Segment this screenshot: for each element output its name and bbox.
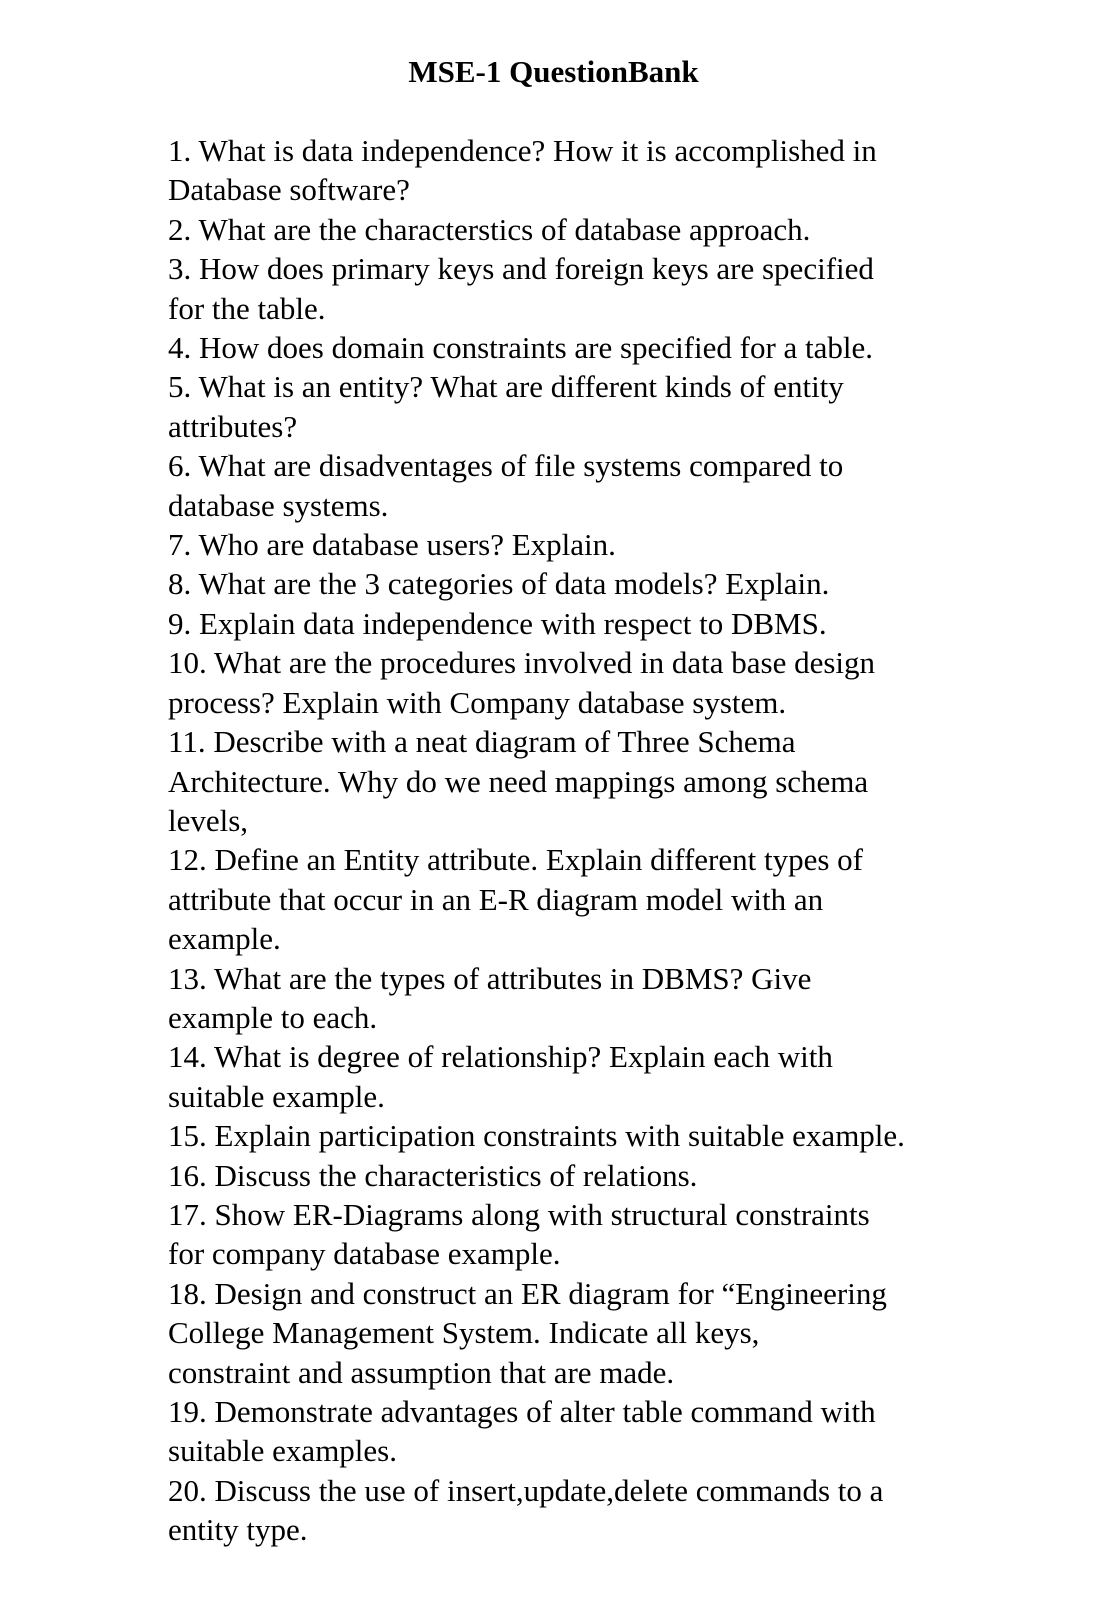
question-line: Discuss the use of insert,update,delete commands to a (214, 1472, 884, 1508)
question-number: 10. (168, 645, 207, 681)
question-text (168, 210, 978, 249)
question-item (168, 1195, 978, 1274)
question-item (168, 1274, 978, 1392)
question-line: entity type. (168, 1512, 308, 1548)
question-number: 8. (168, 566, 192, 602)
page-title: MSE-1 QuestionBank (408, 54, 699, 89)
question-line: suitable examples. (168, 1433, 397, 1469)
question-text (168, 446, 978, 485)
question-number: 20. (168, 1472, 207, 1508)
question-line: Show ER-Diagrams along with structural constraints (214, 1196, 870, 1232)
question-text (168, 604, 978, 643)
question-line: process? Explain with Company database system. (168, 684, 787, 720)
question-line: example to each. (168, 999, 378, 1035)
question-line: constraint and assumption that are made. (168, 1354, 675, 1390)
question-line: College Management System. Indicate all keys, (168, 1315, 760, 1351)
question-text (168, 1037, 978, 1076)
question-line: Database software? (168, 172, 410, 208)
question-item (168, 249, 978, 328)
question-number: 1. (168, 133, 192, 168)
question-text (168, 722, 978, 761)
question-line: attributes? (168, 408, 298, 444)
question-text-continued (168, 762, 978, 801)
question-line: for company database example. (168, 1236, 561, 1272)
question-text-continued (168, 1510, 978, 1549)
question-item (168, 1116, 978, 1155)
question-text-continued (168, 880, 978, 919)
question-item (168, 367, 978, 446)
question-line: database systems. (168, 487, 389, 523)
question-item (168, 1037, 978, 1116)
question-text (168, 840, 978, 879)
question-text (168, 1116, 978, 1155)
question-text (168, 1471, 978, 1510)
question-text-continued (168, 486, 978, 525)
question-text-continued (168, 998, 978, 1037)
question-text (168, 525, 978, 564)
question-line: Explain data independence with respect to DBMS. (199, 605, 827, 641)
question-text-continued (168, 1077, 978, 1116)
question-item (168, 840, 978, 958)
question-number: 5. (168, 369, 192, 405)
question-line: What is degree of relationship? Explain each with (213, 1039, 833, 1075)
question-line: What are the characterstics of database approach. (198, 211, 811, 247)
question-text-continued (168, 1234, 978, 1273)
question-line: What are the procedures involved in data base design (213, 645, 876, 681)
question-item (168, 328, 978, 367)
question-item (168, 722, 978, 840)
question-text (168, 1156, 978, 1195)
question-line: Demonstrate advantages of alter table command with (214, 1394, 876, 1429)
question-item (168, 131, 978, 210)
question-line: Explain participation constraints with suitable example. (214, 1118, 905, 1154)
question-text (168, 643, 978, 682)
question-line: Discuss the characteristics of relations. (214, 1157, 698, 1193)
question-number: 12. (168, 842, 207, 878)
question-item (168, 1392, 978, 1471)
question-line: What is data independence? How it is accomplished in (198, 133, 877, 168)
question-number: 3. (168, 251, 192, 287)
question-item (168, 643, 978, 722)
question-line: What are disadventages of file systems compared to (198, 448, 844, 484)
question-item (168, 1471, 978, 1550)
question-text-continued (168, 1431, 978, 1470)
question-text-continued (168, 170, 978, 209)
question-item (168, 564, 978, 603)
question-line: What is an entity? What are different kinds of entity (198, 369, 844, 405)
question-text-continued (168, 801, 978, 840)
question-line: What are the types of attributes in DBMS? Give (213, 960, 812, 996)
question-text-continued (168, 407, 978, 446)
question-item (168, 1156, 978, 1195)
question-number: 7. (168, 527, 192, 563)
question-line: Who are database users? Explain. (198, 527, 616, 563)
question-number: 17. (168, 1196, 207, 1232)
question-text (168, 367, 978, 406)
question-number: 6. (168, 448, 192, 484)
question-text (168, 249, 978, 288)
question-text (168, 959, 978, 998)
question-text (168, 1392, 978, 1431)
question-text (168, 1274, 978, 1313)
question-number: 4. (168, 330, 192, 366)
question-line: example. (168, 921, 281, 957)
question-line: How does domain constraints are specified for a table. (199, 330, 874, 366)
question-number: 13. (168, 960, 207, 996)
question-item (168, 446, 978, 525)
question-text-continued (168, 1313, 978, 1352)
question-item (168, 525, 978, 564)
question-text (168, 131, 978, 170)
question-number: 2. (168, 211, 192, 247)
question-item (168, 604, 978, 643)
question-text-continued (168, 683, 978, 722)
question-number: 15. (168, 1118, 207, 1154)
question-line: How does primary keys and foreign keys are specified (199, 251, 874, 287)
question-text (168, 1195, 978, 1234)
question-line: Describe with a neat diagram of Three Schema (213, 724, 796, 760)
question-number: 16. (168, 1157, 207, 1193)
question-line: Architecture. Why do we need mappings among schema (168, 763, 869, 799)
question-line: attribute that occur in an E-R diagram model with an (168, 881, 824, 917)
question-text-continued (168, 919, 978, 958)
question-item (168, 210, 978, 249)
question-text (168, 564, 978, 603)
question-line: Design and construct an ER diagram for “Engineering (214, 1275, 887, 1311)
question-number: 11. (168, 724, 206, 760)
question-text-continued (168, 289, 978, 328)
question-line: levels, (168, 802, 249, 838)
question-line: suitable example. (168, 1078, 385, 1114)
question-text-continued (168, 1353, 978, 1392)
question-text (168, 328, 978, 367)
question-list (168, 131, 978, 1550)
question-line: What are the 3 categories of data models? Explain. (198, 566, 830, 602)
question-number: 9. (168, 605, 192, 641)
question-line: Define an Entity attribute. Explain different types of (214, 842, 864, 878)
question-item (168, 959, 978, 1038)
question-number: 18. (168, 1275, 207, 1311)
question-line: for the table. (168, 290, 326, 326)
question-number: 14. (168, 1039, 207, 1075)
question-number: 19. (168, 1394, 207, 1429)
